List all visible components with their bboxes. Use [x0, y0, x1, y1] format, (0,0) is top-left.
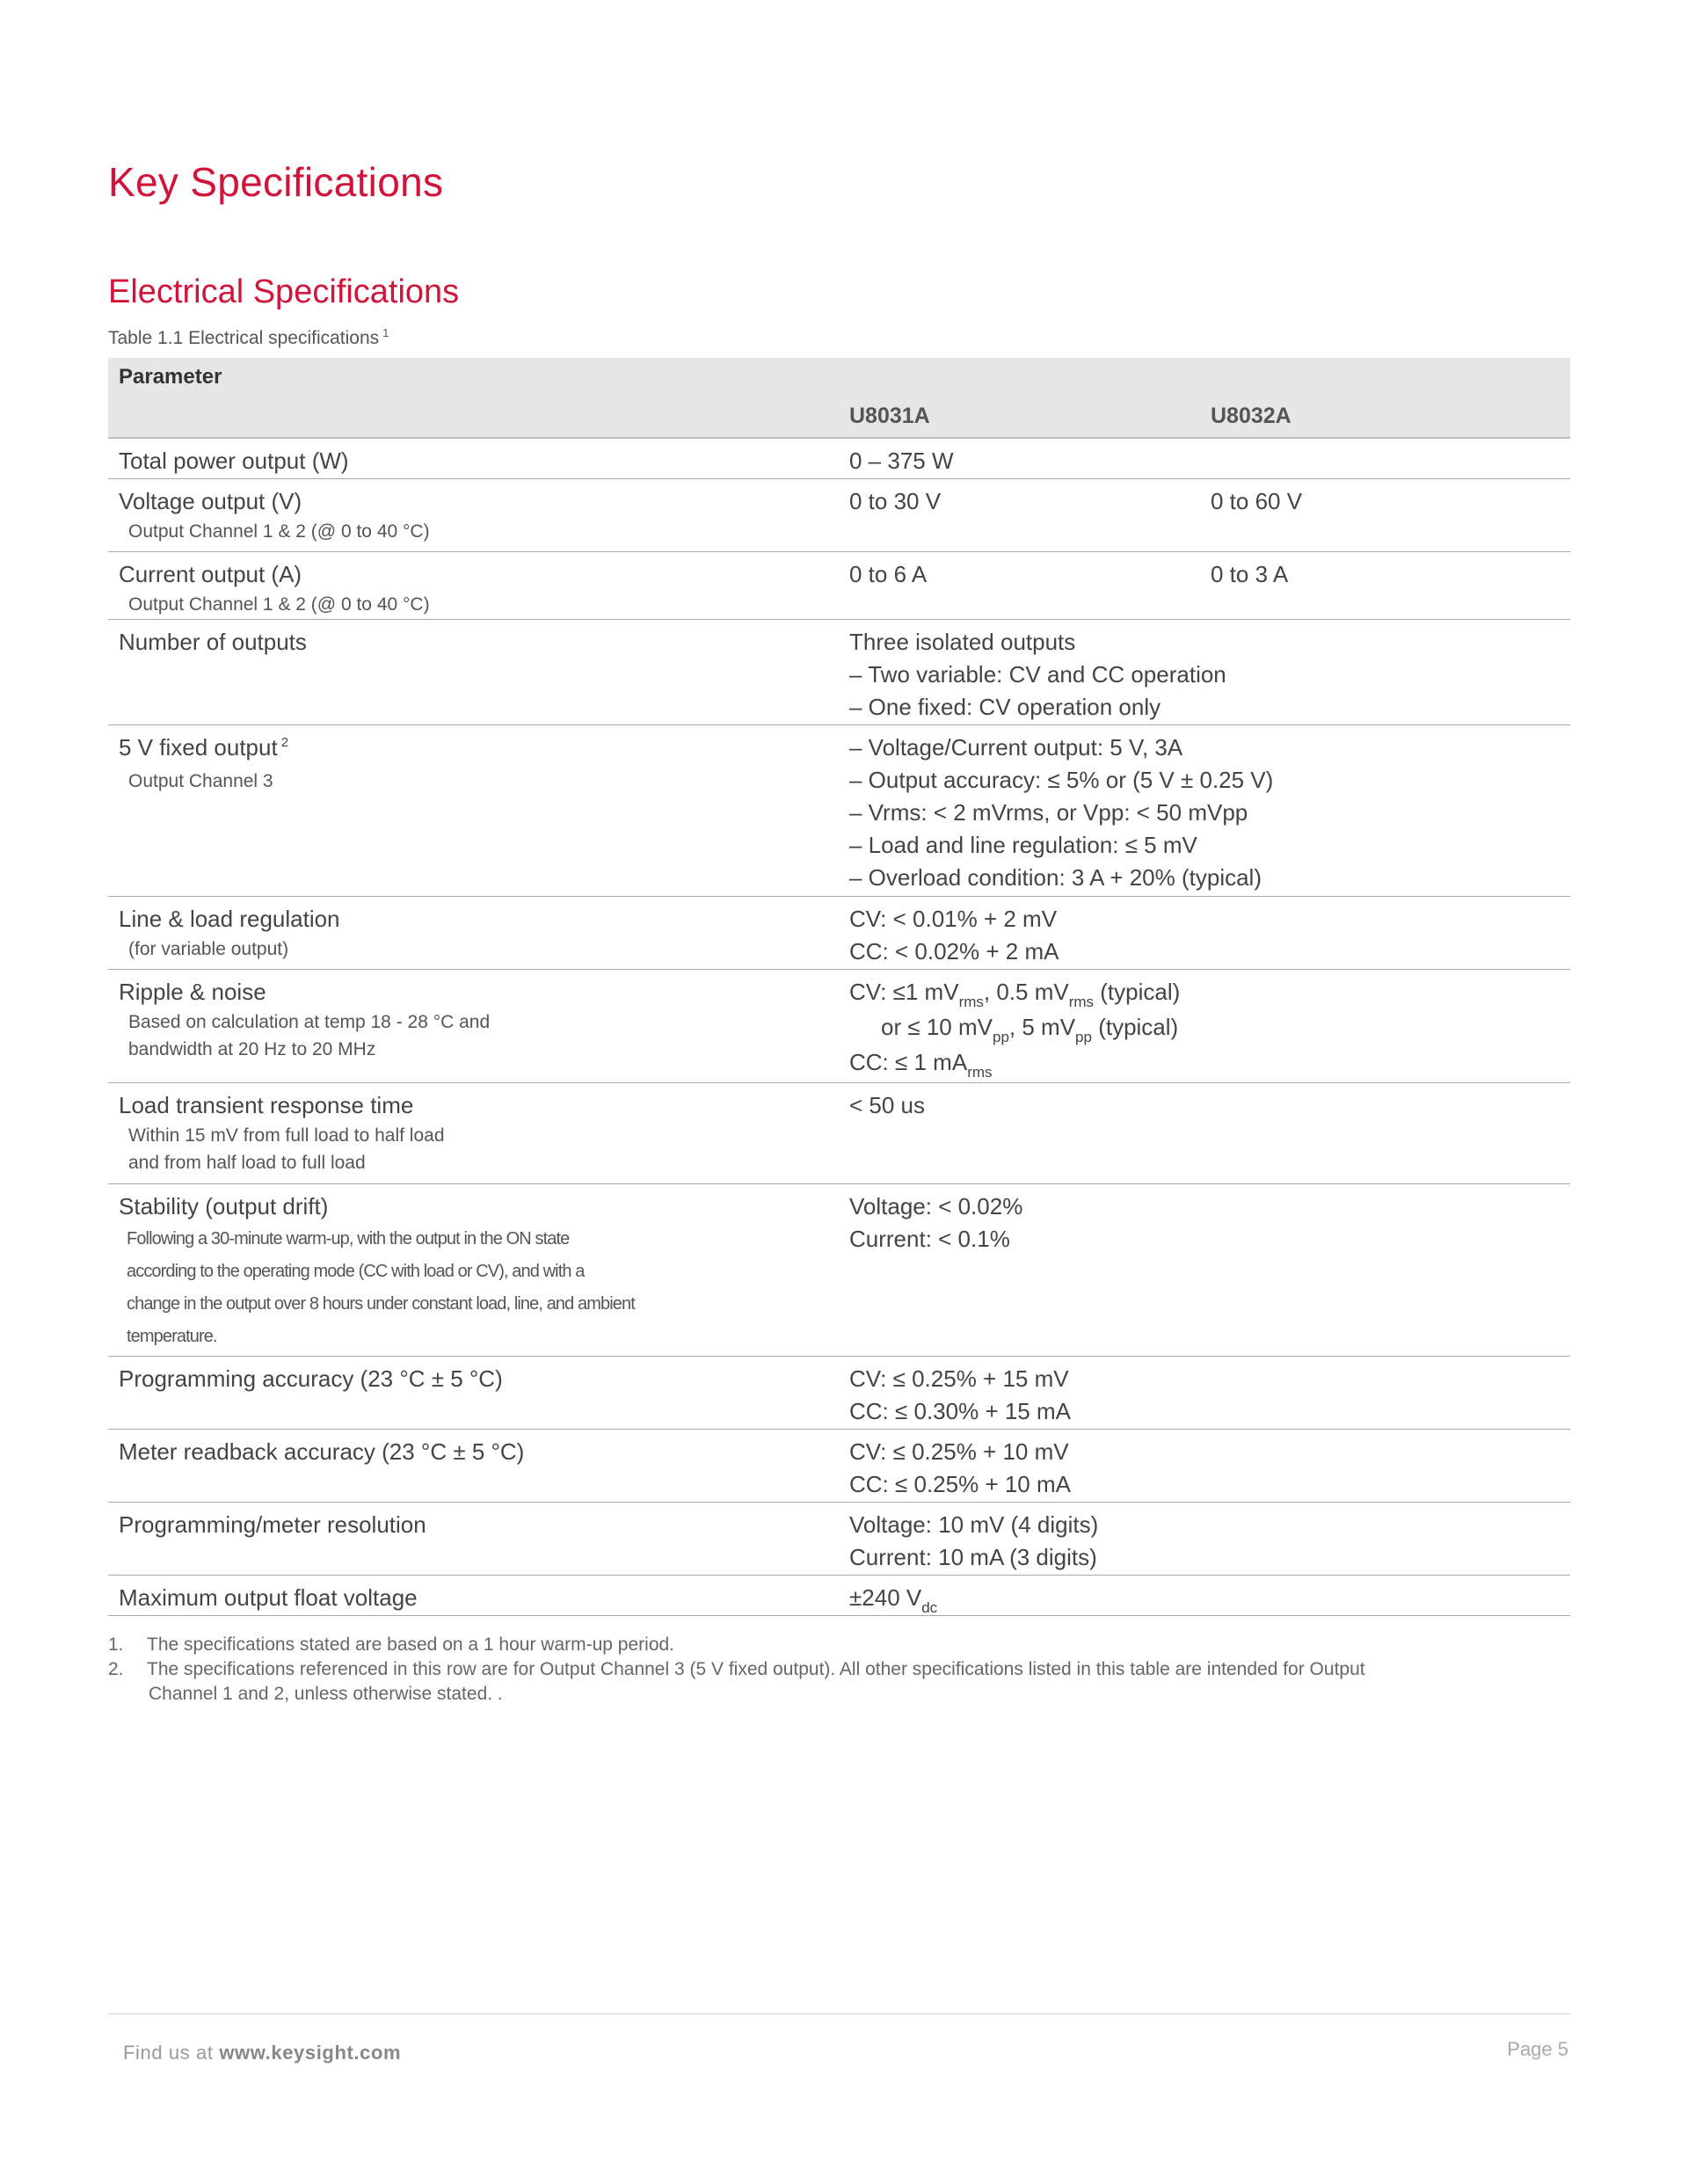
value-line: CV: < 0.01% + 2 mV: [849, 906, 1058, 932]
table-row: [108, 1357, 1570, 1430]
footer-website: Find us at www.keysight.com: [123, 2042, 402, 2064]
param-note: Following a 30-minute warm-up, with the output in the ON state: [127, 1229, 570, 1249]
param-label: Ripple & noise: [119, 979, 266, 1005]
value-line: CC: < 0.02% + 2 mA: [849, 938, 1059, 965]
value-line: or ≤ 10 $mV_{pp}$, 5 $mV_{pp}$ (typical): [881, 1014, 1179, 1045]
value-line: – One fixed: CV operation only: [849, 694, 1161, 720]
param-label: Stability (output drift): [119, 1193, 329, 1219]
table-row: [108, 439, 1570, 479]
table-row: [108, 1576, 1570, 1616]
value-line: Voltage: 10 mV (4 digits): [849, 1511, 1099, 1538]
value-line: CC: ≤ 1 $mA_{rms}$: [849, 1049, 993, 1081]
param-label: 5 V fixed output $^2$: [119, 734, 289, 761]
param-note: Output Channel 1 & 2 (@ 0 to 40 °C): [128, 594, 430, 615]
param-label: Current output (A): [119, 561, 302, 587]
value-line: – Voltage/Current output: 5 V, 3A: [849, 734, 1183, 761]
value-line: Current: 10 mA (3 digits): [849, 1544, 1097, 1570]
param-note: Based on calculation at temp 18 - 28 °C and: [128, 1012, 491, 1032]
value-line: – Output accuracy: ≤ 5% or (5 V ± 0.25 V): [849, 767, 1274, 793]
param-note: Within 15 mV from full load to half load: [128, 1125, 445, 1146]
electrical-specifications-table: [108, 358, 1570, 1616]
param-note: change in the output over 8 hours under constant load, line, and ambient: [127, 1294, 635, 1314]
table-caption: Table 1.1 Electrical specifications $^1$: [108, 326, 389, 348]
value-line: Three isolated outputs: [849, 629, 1076, 655]
footnote: 2. The specifications referenced in this row are for Output Channel 3 (5 V fixed output). All other specifications listed in this table are intended for Output Channel 1 and 2, unless otherwise stated. .: [108, 1659, 1365, 1704]
table-row: [108, 725, 1570, 897]
table-row: [108, 970, 1570, 1083]
param-note: and from half load to full load: [128, 1153, 366, 1173]
value-line: CV: ≤ 0.25% + 15 mV: [849, 1365, 1069, 1392]
value-line: – Load and line regulation: ≤ 5 mV: [849, 832, 1197, 858]
param-label: Line & load regulation: [119, 906, 340, 932]
page-title: Key Specifications: [108, 159, 444, 205]
param-label: Number of outputs: [119, 629, 307, 655]
param-label: Meter readback accuracy (23 °C ± 5 °C): [119, 1438, 525, 1465]
value-u8032a: 0 to 60 V: [1211, 488, 1303, 514]
param-note: bandwidth at 20 Hz to 20 MHz: [128, 1039, 376, 1059]
param-label: Load transient response time: [119, 1092, 414, 1118]
param-note: according to the operating mode (CC with load or CV), and with a: [127, 1262, 585, 1281]
value-u8031a: 0 – 375 W: [849, 448, 954, 474]
section-title: Electrical Specifications: [108, 273, 460, 310]
value-line: Voltage: < 0.02%: [849, 1193, 1023, 1219]
value-u8032a: 0 to 3 A: [1211, 561, 1289, 587]
header-model-u8031a: U8031A: [849, 404, 930, 428]
page-number: Page 5: [1507, 2038, 1568, 2060]
param-label: Programming accuracy (23 °C ± 5 °C): [119, 1365, 503, 1392]
param-label: Programming/meter resolution: [119, 1511, 426, 1538]
value-u8031a: 0 to 30 V: [849, 488, 942, 514]
value-u8031a: < 50 us: [849, 1092, 926, 1118]
table-row: [108, 1184, 1570, 1357]
param-label: Total power output (W): [119, 448, 349, 474]
header-parameter: Parameter: [119, 365, 222, 389]
value-line: CC: ≤ 0.30% + 15 mA: [849, 1398, 1071, 1424]
value-line: CV: ≤1 $mV_{rms}$, 0.5 $mV_{rms}$ (typical): [849, 979, 1181, 1010]
table-row: [108, 552, 1570, 620]
value-line: CV: ≤ 0.25% + 10 mV: [849, 1438, 1069, 1465]
param-note: temperature.: [127, 1327, 217, 1346]
value-line: – Vrms: < 2 mVrms, or Vpp: < 50 mVpp: [849, 799, 1248, 826]
param-label: Maximum output float voltage: [119, 1584, 418, 1611]
value-line: Current: < 0.1%: [849, 1226, 1010, 1252]
table-row: [108, 479, 1570, 552]
value-line: CC: ≤ 0.25% + 10 mA: [849, 1471, 1071, 1497]
table-header: [108, 358, 1570, 439]
table-footnotes: [108, 1633, 1585, 1707]
value-u8031a: ±240 $V_{dc}$: [849, 1584, 938, 1616]
table-row: [108, 1430, 1570, 1503]
footnote-ref: 1: [382, 326, 389, 339]
footnote: 1. The specifications stated are based on a 1 hour warm-up period.: [108, 1634, 675, 1655]
website-link[interactable]: www.keysight.com: [219, 2042, 402, 2064]
header-model-u8032a: U8032A: [1211, 404, 1291, 428]
table-row: [108, 897, 1570, 970]
table-row: [108, 620, 1570, 725]
param-note: Output Channel 1 & 2 (@ 0 to 40 °C): [128, 521, 430, 542]
footnote-ref: 2: [280, 735, 289, 750]
footer-divider: [108, 2013, 1570, 2014]
param-label: Voltage output (V): [119, 488, 302, 514]
table-row: [108, 1503, 1570, 1576]
param-note: (for variable output): [128, 939, 289, 959]
value-line: – Overload condition: 3 A + 20% (typical): [849, 864, 1262, 891]
value-u8031a: 0 to 6 A: [849, 561, 928, 587]
table-row: [108, 1083, 1570, 1184]
param-note: Output Channel 3: [128, 771, 273, 791]
value-line: – Two variable: CV and CC operation: [849, 661, 1226, 688]
